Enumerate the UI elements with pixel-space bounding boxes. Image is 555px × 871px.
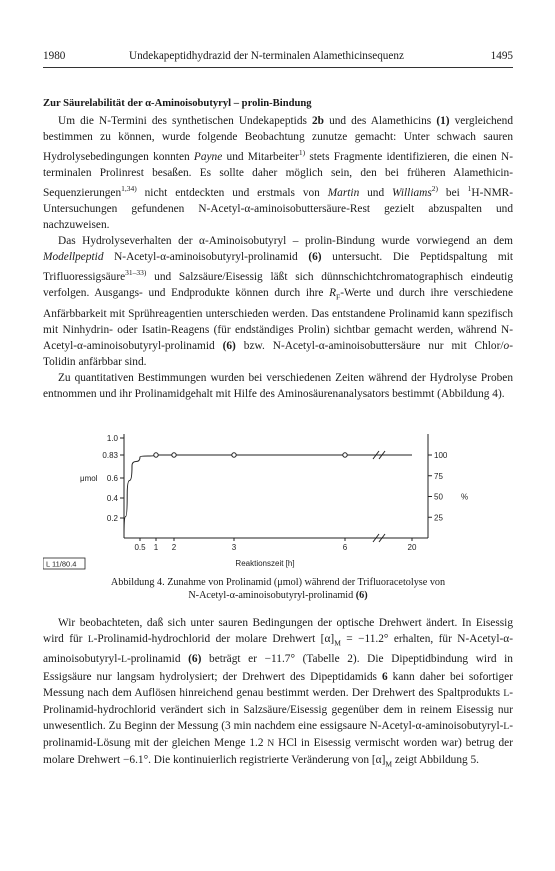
paragraph-2: Das Hydrolyseverhalten der α-Aminoisobutyryl – prolin-Bindung wurde vorwiegend an dem Modellpeptid N-Acetyl-α-aminoisobutyryl-prolinamid (6) untersucht. Die Peptidspaltung mit Trifluoressigsäure$^{31-33)}$ und Salzsäure/Eisessig läßt sich dünnschichtchromatographisch eindeutig verfolgen. Ausgangs- und Endprodukte können durch ihre $R_F$-Werte und durch ihre verschiedene Anfärbbarkeit mit Sprühreagentien unterschieden werden. Das entstandene Prolinamid kann spezifisch mit Ninhydrin- oder Isatin-Reagens (für endständiges Prolin) sichtbar gemacht werden, während N-Acetyl-α-aminoisobutyryl-prolinamid (6) bzw. N-Acetyl-α-aminoisobuttersäure nur mit Chlor/o-Tolidin anfärbbar sind. [43,235,513,368]
data-point [232,453,236,457]
x-tick-label: 3 [231,543,237,552]
y-tick-label: 0.83 [102,451,118,460]
header-year: 1980 [43,50,66,62]
paragraph-4: Wir beobachteten, daß sich unter sauren Bedingungen der optische Drehwert ändert. In Eisessig wird für L-Prolinamid-hydrochlorid der molare Drehwert $[\alpha]_M = -11.2^\circ$ erhalten, für N-Acetyl-α-aminoisobutyryl-L-prolinamid (6) beträgt er −11.7° (Tabelle 2). Die Dipeptidbindung wird in Essigsäure nur langsam hydrolysiert; der Drehwert des Dipeptidamids 6 kann daher bei sofortiger Messung nach dem Auflösen hinreichend genau bestimmt werden. Der Drehwert des Spaltprodukts L-Prolinamid-hydrochlorid verändert sich in Salzsäure/Eisessig gegenüber dem in reinem Eisessig nur unwesentlich. Zu Beginn der Messung (3 min nachdem eine essigsaure N-Acetyl-α-aminoisobutyryl-L-prolinamid-Lösung mit der gleichen Menge 1.2 N HCl in Eisessig vermischt worden war) betrug der molare Drehwert −6.1°. Die kontinuierlich registrierte Veränderung von $[\alpha]_M$ zeigt Abbildung 5. [43,617,513,769]
data-point [172,453,176,457]
y-right-tick-label: 50 [434,492,443,502]
header-rule [43,67,513,68]
y-axis-label: μmol [80,474,98,483]
caption-line-2: N-Acetyl-α-aminoisobutyryl-prolinamid (6) [188,589,368,601]
caption-line-1: Abbildung 4. Zunahme von Prolinamid (μmol) während der Trifluoracetolyse von [110,577,446,588]
paragraph-1: Um die N-Termini des synthetischen Undekapeptids 2b und des Alamethicins (1) vergleichend bestimmen zu können, wurde folgende Beobachtung zunutze gemacht: Unter schwach sauren Hydrolysebedingungen konnten Payne und Mitarbeiter$^{1)}$ stets Fragmente identifizieren, die einen N-terminalen Prolinrest besaßen. Es sollte daher möglich sein, den bei früheren Alamethicin-Sequenzierungen$^{1,34)}$ nicht entdeckten und erstmals von Martin und Williams$^{2)}$ bei $^1$H-NMR-Untersuchungen gefundenen N-Acetyl-α-aminoisobuttersäure-Rest gezielt abzuspalten und nachzuweisen. [43,115,514,232]
y-right-tick-label: 25 [434,513,443,523]
header-running-title: Undekapeptidhydrazid der N-terminalen Alamethicinsequenz [129,50,404,62]
body-text-top [43,113,513,402]
body-text-bottom [43,615,513,772]
y-right-axis-label: % [461,492,469,502]
y-tick-label: 0.6 [106,474,118,483]
y-right-tick-label: 75 [434,471,443,481]
data-point [154,453,158,457]
y-tick-label: 0.2 [106,514,118,523]
x-tick-label: 6 [342,543,348,552]
running-header [43,49,513,63]
paragraph-3: Zu quantitativen Bestimmungen wurden bei verschiedenen Zeiten während der Hydrolyse Proben entnommen und ihr Prolinamidgehalt mit Hilfe des Aminosäurenanalysators bestimmt (Abbildung 4). [43,372,513,401]
y-tick-label: 0.4 [106,494,118,503]
header-page-number: 1495 [490,50,513,62]
x-tick-label: 0.5 [134,543,146,552]
x-tick-label: 2 [171,543,177,552]
y-tick-label: 1.0 [106,434,118,443]
x-tick-label: 20 [407,543,417,552]
figure-4-chart [43,424,513,572]
chart-svg [43,424,513,572]
data-point [343,453,347,457]
x-tick-label: 1 [153,543,159,552]
figure-code-label: L 11/80.4 [46,559,77,569]
section-title: Zur Säurelabilität der α-Aminoisobutyryl – prolin-Bindung [43,98,312,109]
figure-caption [43,577,513,602]
prolinamid-curve [124,455,412,538]
x-axis-label: Reaktionszeit [h] [235,559,295,568]
y-right-tick-label: 100 [434,451,448,460]
